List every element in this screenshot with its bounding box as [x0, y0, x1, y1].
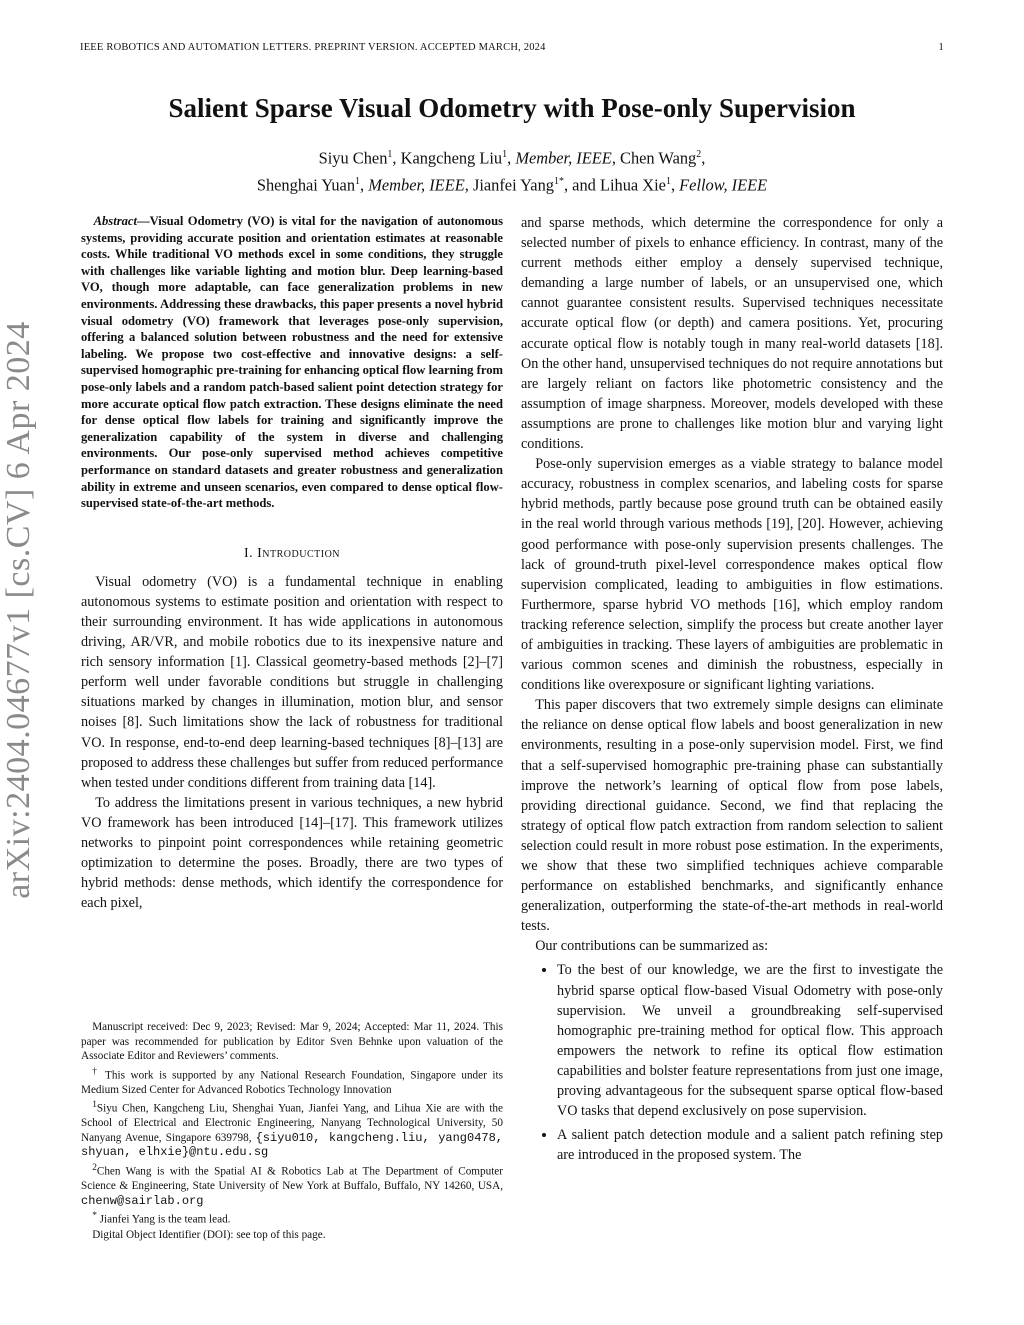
author-name: Jianfei Yang — [472, 175, 554, 195]
footnote-mark: 1 — [92, 1100, 97, 1111]
right-paragraph-3: This paper discovers that two extremely simple designs can eliminate the reliance on dense optical flow labels and boost generalization in new environments, resulting in a pose-only supervision model. First, we find that a self-supervised homographic pre-training phase can substantially improve the network’s learning of optical flow from pose labels, providing directional guidance. Second, we find that replacing the strategy of optical flow patch extraction from random selection to salient selection could result in more robust pose estimation. In the experiments, we show that these two simplified techniques achieve comparable performance on established benchmarks, and significantly enhance generalization, outperforming the state-of-the-art methods in real-world tests. — [521, 697, 943, 935]
right-paragraph-2: Pose-only supervision emerges as a viable strategy to balance model accuracy, robustness in complex scenarios, and labeling costs for sparse hybrid methods, partly because pose ground truth can be obtained easily in the real world through various methods [19], [20]. However, achieving good performance with pose-only supervision presents challenges. The lack of ground-truth pixel-level correspondence makes optical flow supervision complicated, leading to ambiguities in flow estimations. Furthermore, sparse hybrid VO methods [16], which employ random tracking reference selection, simplify the process but create another layer of ambiguities in tracking. These layers of ambiguities are problematic in various common scenes and diminish the robustness, especially in conditions like overexposure or significant lighting variations. — [521, 456, 943, 694]
affiliation-mark: 1 — [355, 176, 361, 188]
abstract-text: —Visual Odometry (VO) is vital for the navigation of autonomous systems, providing accurate position and orientation estimates at reasonable costs. While traditional VO methods excel in some conditions, they struggle with challenges like variable lighting and motion blur. Deep learning-based VO, though more adaptable, can face generalization problems in new environments. Addressing these drawbacks, this paper presents a novel hybrid visual odometry (VO) framework that leverages pose-only supervision, offering a balanced solution between robustness and the need for extensive labeling. We propose two cost-effective and innovative designs: a self-supervised homographic pre-training for enhancing optical flow learning from pose-only labels and a random patch-based salient point detection strategy for more accurate optical flow patch extraction. These designs eliminate the need for dense optical flow labels for training and significantly improve the generalization capability of the system in diverse and challenging environments. Our pose-only supervised method achieves competitive performance on standard datasets and greater robustness and generalization ability in extreme and unseen scenarios, even compared to dense optical flow-supervised state-of-the-art methods. — [81, 214, 503, 511]
running-header — [80, 42, 944, 53]
author-name: Siyu Chen — [318, 148, 388, 168]
author-name: Lihua Xie — [599, 175, 666, 195]
right-paragraph-1: and sparse methods, which determine the correspondence for only a selected number of pixels to enhance efficiency. In contrast, many of the current methods either employ a densely supervised technique, demanding a large number of labels, or an unsupervised one, which cannot guarantee consistent results. Supervised techniques necessitate accurate optical flow (or depth) and camera positions. Yet, procuring accurate optical flow is notably tough in many real-world datasets [18]. On the other hand, unsupervised techniques do not require annotations but are largely reliant on factors like photometric consistency and the assumption of image sharpness. Moreover, models developed with these assumptions are prone to challenges like motion blur and varying light conditions. — [521, 215, 943, 453]
footnote-mark: 2 — [92, 1162, 97, 1173]
list-item: • A salient patch detection module and a salient patch refining step are introduced in the proposed system. The — [557, 1125, 943, 1165]
right-column — [521, 213, 943, 1169]
affiliation-mark: 2 — [696, 149, 702, 160]
affiliation-mark: 1 — [502, 149, 508, 160]
footnote-team-lead — [81, 1209, 503, 1227]
author-role: Fellow, IEEE — [679, 175, 768, 195]
author-name: Shenghai Yuan — [256, 175, 356, 195]
email-link[interactable]: chenw@sairlab.org — [81, 1193, 204, 1208]
footnote-funding — [81, 1065, 503, 1098]
footnote-text: Chen Wang is with the Spatial AI & Robotics Lab at The Department of Computer Science & Engineering, State University of New York at Buffalo, Buffalo, NY 14260, USA, — [81, 1165, 503, 1193]
footnote-affiliation-2 — [81, 1161, 503, 1208]
journal-name: IEEE ROBOTICS AND AUTOMATION LETTERS. PREPRINT VERSION. ACCEPTED MARCH, 2024 — [80, 42, 546, 53]
footnote-mark: † — [92, 1066, 100, 1077]
footnotes — [81, 1020, 503, 1244]
page-number: 1 — [938, 42, 944, 53]
contributions-list — [521, 960, 943, 1165]
author-role: Member, IEEE — [368, 175, 465, 195]
footnote-text: Siyu Chen, Kangcheng Liu, Shenghai Yuan, Jianfei Yang, and Lihua Xie are with the School of Electrical and Electronic Engineering, Nanyang Technological University, 50 Nanyang Avenue, Singapore 639798, — [81, 1102, 503, 1144]
left-column — [81, 213, 503, 913]
section-heading-introduction: I. Introduction — [243, 545, 341, 561]
author-name: Chen Wang — [620, 148, 697, 168]
author-name: Kangcheng Liu — [400, 148, 503, 168]
author-role: Member, IEEE — [515, 148, 612, 168]
abstract — [81, 213, 503, 512]
footnote-text: Jianfei Yang is the team lead. — [96, 1213, 231, 1226]
author-line-1: Siyu Chen$^1$, Kangcheng Liu$^1$, Member, IEEE, Chen Wang$^2$, — [318, 148, 706, 168]
paper-title: Salient Sparse Visual Odometry with Pose-only Supervision — [168, 93, 856, 123]
affiliation-mark: 1 — [387, 149, 393, 160]
footnote-affiliation-1 — [81, 1098, 503, 1160]
footnote-text: This work is supported by any National Research Foundation, Singapore under its Medium Sized Center for Advanced Robotics Technology Innovation — [81, 1069, 504, 1096]
footnote-doi: Digital Object Identifier (DOI): see top of this page. — [92, 1229, 326, 1242]
arxiv-identifier[interactable]: arXiv:2404.04677v1 [cs.CV] 6 Apr 2024 — [0, 321, 37, 899]
list-item: • To the best of our knowledge, we are the first to investigate the hybrid sparse optical flow-based Visual Odometry with pose-only supervision. We unveil a groundbreaking self-supervised homographic pre-training method for optical flow. This approach empowers the network to refine its optical flow estimation capabilities and bolster feature representations from just one image, proving advantageous for the subsequent sparse optical flow-based VO tasks that depend exclusively on pose supervision. — [557, 960, 943, 1121]
intro-paragraph-1: Visual odometry (VO) is a fundamental technique in enabling autonomous systems to estimate position and orientation with respect to their surrounding environment. It has wide applications in autonomous driving, AR/VR, and mobile robotics due to its inexpensive nature and rich sensory information [1]. Classical geometry-based methods [2]–[7] perform well under favorable conditions but struggle in challenging situations marked by changes in illumination, motion blur, and sensor noises [8]. Such limitations show the lack of robustness for traditional VO. In response, end-to-end deep learning-based techniques [8]–[13] are proposed to address these challenges but suffer from reduced performance when tested under conditions different from training data [14]. — [81, 573, 503, 791]
affiliation-mark: 1* — [553, 176, 564, 188]
author-line-2: Shenghai Yuan$^1$, Member, IEEE, Jianfei Yang$^{1*}$, and Lihua Xie$^1$, Fellow, IEEE — [256, 175, 768, 195]
footnote-mark: * — [92, 1211, 97, 1222]
intro-paragraph-2: To address the limitations present in various techniques, a new hybrid VO framework has been introduced [14]–[17]. This framework utilizes networks to pinpoint point correspondences while retaining geometric optimization to determine the poses. Broadly, there are two types of hybrid methods: dense methods, which identify the correspondence for each pixel, — [81, 794, 503, 912]
author-list — [60, 143, 964, 198]
right-paragraph-4: Our contributions can be summarized as: — [535, 938, 769, 955]
footnote-manuscript: Manuscript received: Dec 9, 2023; Revised: Mar 9, 2024; Accepted: Mar 11, 2024. This paper was recommended for publication by Editor Sven Behnke upon valuation of the Associate Editor and Reviewers’ comments. — [81, 1021, 503, 1062]
affiliation-mark: 1 — [665, 176, 671, 188]
email-list[interactable]: {siyu010, kangcheng.liu, yang0478, shyuan, elhxie}@ntu.edu.sg — [81, 1130, 504, 1160]
abstract-label: Abstract — [93, 214, 137, 228]
